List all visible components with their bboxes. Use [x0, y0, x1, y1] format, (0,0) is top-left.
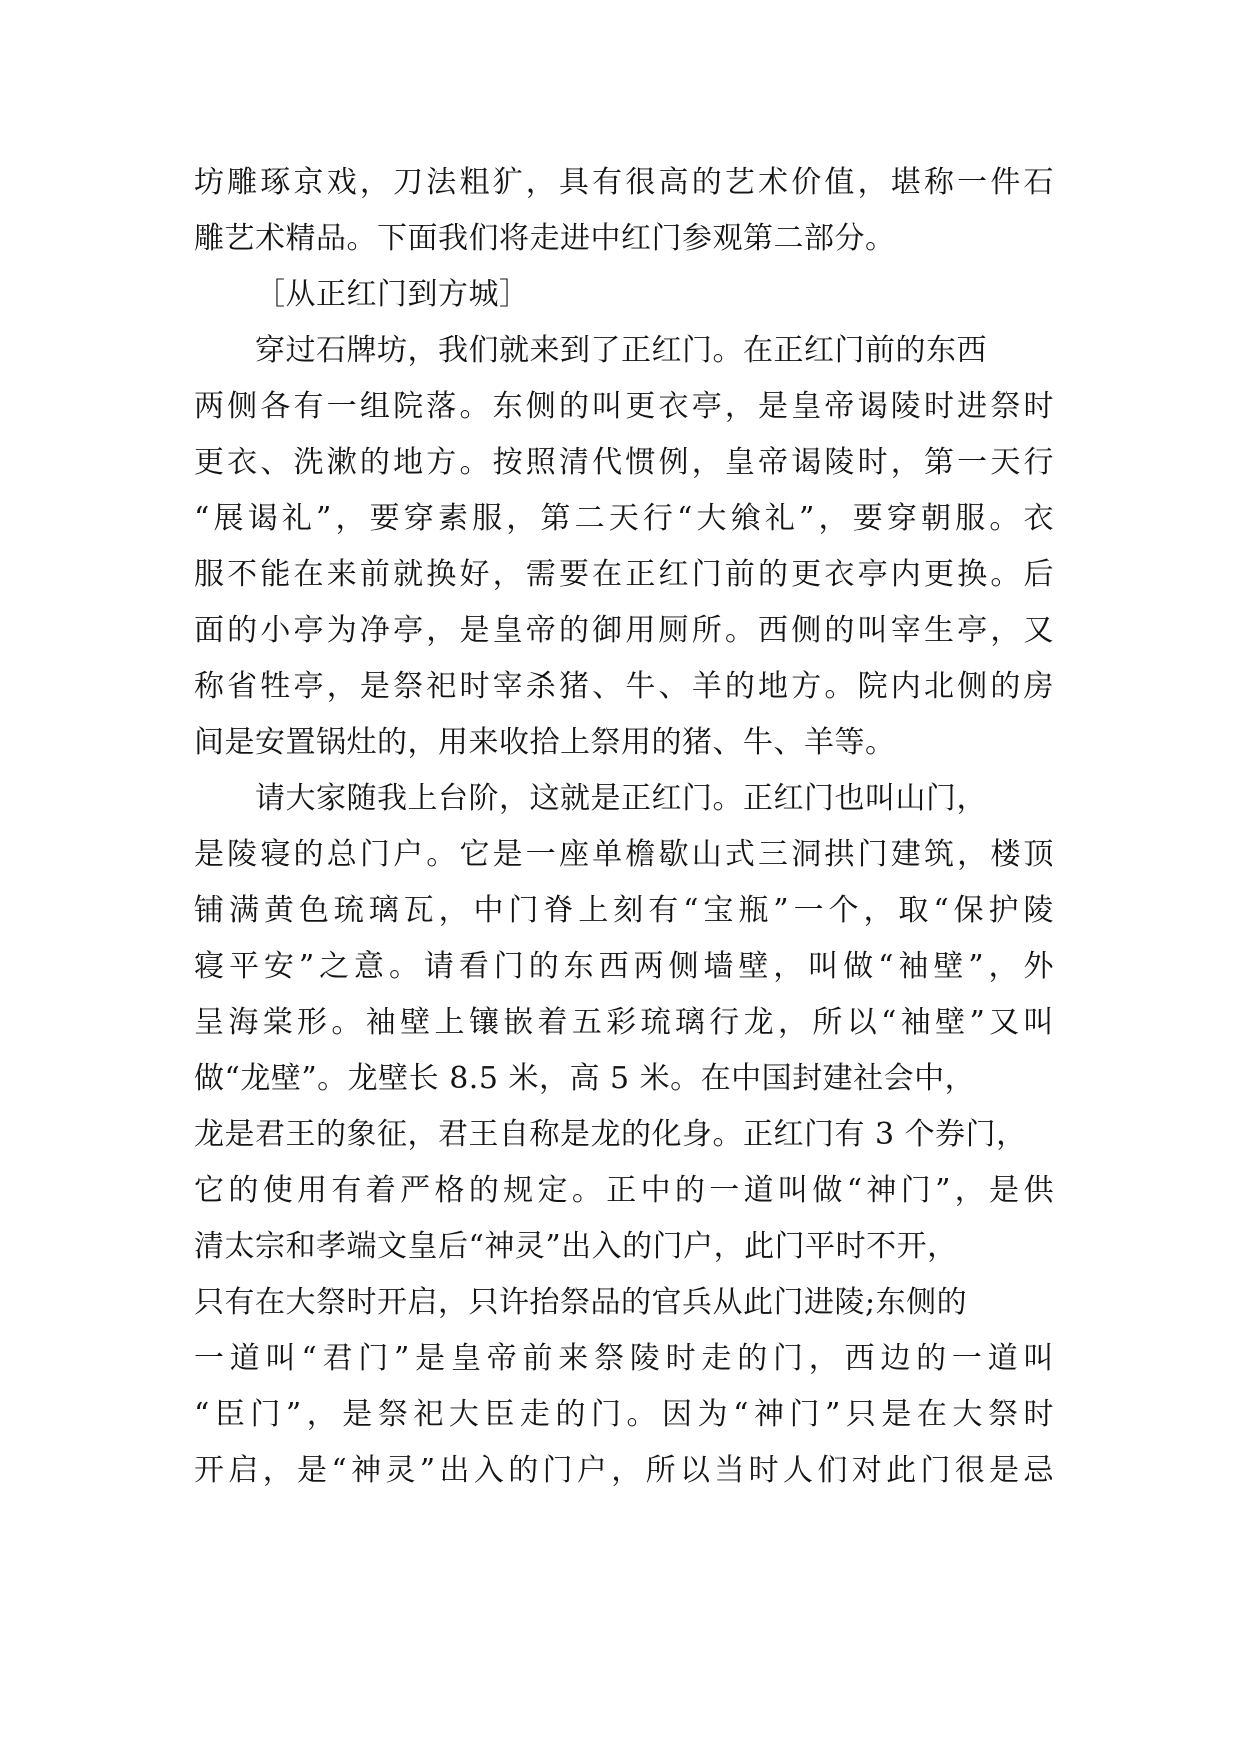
text-line: 请大家随我上台阶，这就是正红门。正红门也叫山门，	[255, 781, 987, 816]
text-line: “臣门”，是祭祀大臣走的门。因为“神门”只是在大祭时	[194, 1397, 1054, 1432]
section-heading: ［从正红门到方城］	[255, 277, 530, 312]
text-line: 面的小亭为净亭，是皇帝的御用厕所。西侧的叫宰生亭，又	[194, 613, 1054, 648]
text-line: 开启，是“神灵”出入的门户，所以当时人们对此门很是忌	[194, 1453, 1054, 1488]
text-line: 做“龙壁”。龙壁长 8.5 米，高 5 米。在中国封建社会中，	[194, 1061, 976, 1096]
text-line: 寝平安”之意。请看门的东西两侧墙壁，叫做“袖壁”，外	[194, 949, 1054, 984]
text-line: 呈海棠形。袖壁上镶嵌着五彩琉璃行龙，所以“袖壁”又叫	[194, 1005, 1054, 1040]
text-line: 服不能在来前就换好，需要在正红门前的更衣亭内更换。后	[194, 557, 1054, 592]
text-line: 更衣、洗漱的地方。按照清代惯例，皇帝谒陵时，第一天行	[194, 445, 1054, 480]
text-line: 穿过石牌坊，我们就来到了正红门。在正红门前的东西	[255, 333, 987, 368]
text-line: 两侧各有一组院落。东侧的叫更衣亭，是皇帝谒陵时进祭时	[194, 389, 1054, 424]
text-line: 铺满黄色琉璃瓦，中门脊上刻有“宝瓶”一个，取“保护陵	[194, 893, 1054, 928]
text-line: 是陵寝的总门户。它是一座单檐歇山式三洞拱门建筑，楼顶	[194, 837, 1054, 872]
text-line: 一道叫“君门”是皇帝前来祭陵时走的门，西边的一道叫	[194, 1341, 1054, 1376]
text-line: 龙是君王的象征，君王自称是龙的化身。正红门有 3 个券门，	[194, 1117, 1027, 1152]
text-line: 间是安置锅灶的，用来收拾上祭用的猪、牛、羊等。	[194, 725, 896, 760]
text-line: 称省牲亭，是祭祀时宰杀猪、牛、羊的地方。院内北侧的房	[194, 669, 1054, 704]
text-line: 清太宗和孝端文皇后“神灵”出入的门户，此门平时不开，	[194, 1229, 958, 1264]
text-line: “展谒礼”，要穿素服，第二天行“大飨礼”，要穿朝服。衣	[194, 501, 1054, 536]
text-line: 雕艺术精品。下面我们将走进中红门参观第二部分。	[194, 221, 896, 256]
text-line: 坊雕琢京戏，刀法粗犷，具有很高的艺术价值，堪称一件石	[194, 165, 1054, 200]
text-line: 它的使用有着严格的规定。正中的一道叫做“神门”，是供	[194, 1173, 1054, 1208]
text-line: 只有在大祭时开启，只许抬祭品的官兵从此门进陵;东侧的	[194, 1285, 968, 1320]
